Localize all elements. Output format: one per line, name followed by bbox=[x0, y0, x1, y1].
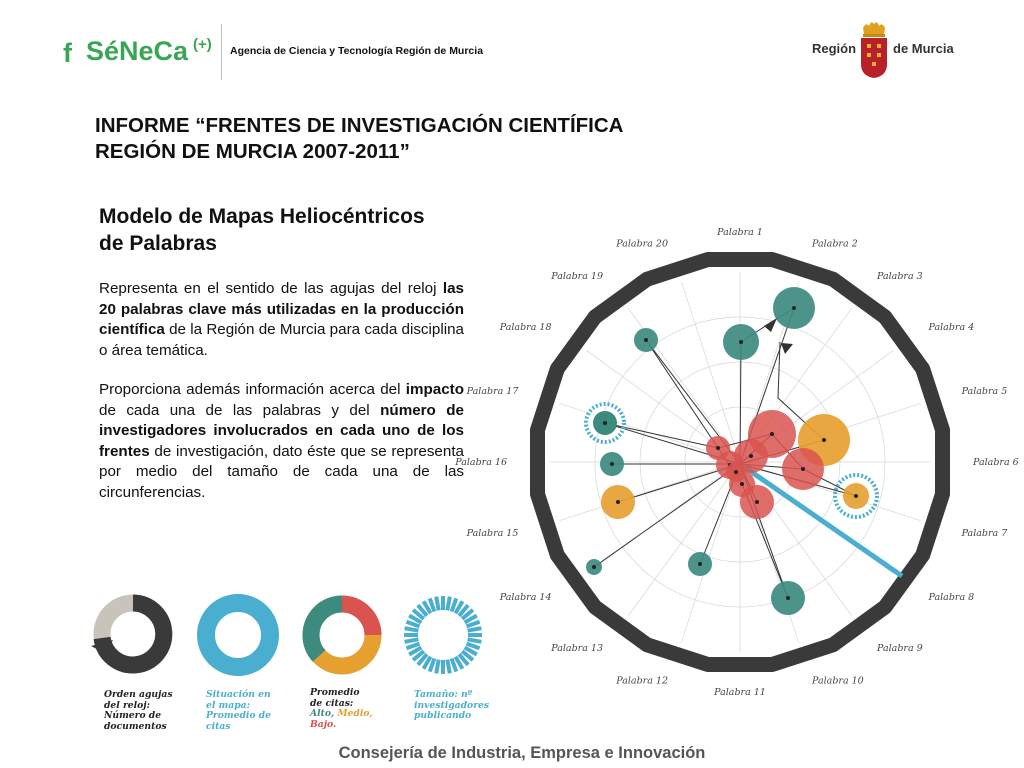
section-title-line-1: Modelo de Mapas Heliocéntricos bbox=[99, 205, 425, 228]
bubble-center bbox=[822, 438, 826, 442]
grid-spoke bbox=[681, 281, 740, 462]
paragraph1-bold-1: las 20 palabras clave más utilizadas en la producción científica bbox=[99, 280, 464, 339]
agency-name: Agencia de Ciencia y Tecnología Región de Murcia bbox=[230, 45, 484, 57]
size-tick bbox=[436, 660, 439, 674]
legend-graphics bbox=[88, 590, 498, 690]
arrow-head bbox=[781, 343, 793, 354]
bubble-center bbox=[739, 340, 743, 344]
word-label-4: Palabra 4 bbox=[928, 321, 975, 333]
word-label-7: Palabra 7 bbox=[961, 528, 1008, 540]
word-label-18: Palabra 18 bbox=[499, 321, 552, 333]
bubble-center bbox=[610, 462, 614, 466]
bubble-center bbox=[716, 446, 720, 450]
diagram-bubbles bbox=[586, 287, 877, 615]
size-tick bbox=[468, 639, 482, 642]
seneca-logo-name: SéNeCa bbox=[86, 36, 189, 66]
bubble-center bbox=[801, 467, 805, 471]
bubble-center bbox=[616, 500, 620, 504]
heliocentric-word-map bbox=[455, 227, 1019, 698]
paragraph2-text-3: de investigación, dato éste que se representa por medio del tamaño de cada una de las circunferencias. bbox=[99, 442, 464, 501]
legend-citations-label: Promedio de citas: Alto, Medio, Bajo. bbox=[310, 687, 373, 730]
paragraph2-bold-2: número de investigadores involucrados en cada uno de los frentes bbox=[99, 401, 464, 460]
word-label-13: Palabra 13 bbox=[551, 643, 603, 655]
word-label-15: Palabra 15 bbox=[466, 528, 519, 540]
legend-order-label: Orden agujas del reloj: Número de documentos bbox=[104, 689, 173, 732]
paragraph2-text-2: de cada una de las palabras y del bbox=[99, 401, 381, 419]
bubble-center bbox=[792, 306, 796, 310]
word-label-3: Palabra 3 bbox=[877, 270, 923, 282]
word-label-9: Palabra 9 bbox=[877, 643, 923, 655]
bubble-center bbox=[749, 454, 753, 458]
legend-situation-label: Situación en el mapa: Promedio de citas bbox=[206, 689, 271, 732]
legend-order-icon bbox=[91, 603, 164, 665]
paragraph1-text-1: Representa en el sentido de las agujas del reloj bbox=[99, 280, 443, 297]
report-title bbox=[95, 113, 735, 165]
section-title bbox=[99, 203, 479, 257]
word-label-2: Palabra 2 bbox=[812, 238, 858, 250]
size-tick bbox=[447, 597, 450, 611]
bubble-center bbox=[603, 421, 607, 425]
paragraph-impact bbox=[99, 380, 464, 504]
murcia-crest-icon bbox=[857, 20, 891, 80]
seneca-logo-plus: (+) bbox=[193, 36, 212, 53]
region-logo-text-right: de Murcia bbox=[893, 41, 954, 56]
word-label-6: Palabra 6 bbox=[973, 457, 1019, 468]
bubble-center bbox=[644, 338, 648, 342]
size-tick bbox=[405, 628, 419, 631]
legend-size-label: Tamaño: nº investigadores publicando bbox=[414, 689, 490, 721]
bubble-center bbox=[770, 432, 774, 436]
size-tick bbox=[447, 660, 450, 674]
word-label-1: Palabra 1 bbox=[717, 227, 763, 238]
grid-spoke bbox=[559, 462, 740, 521]
size-tick bbox=[405, 639, 419, 642]
seneca-logo-f: f bbox=[63, 38, 72, 68]
bubble-center bbox=[734, 470, 738, 474]
region-logo-text-left: Región bbox=[812, 41, 857, 56]
bubble-center bbox=[854, 494, 858, 498]
header-divider bbox=[221, 24, 222, 80]
bubble-center bbox=[698, 562, 702, 566]
bubble-center bbox=[592, 565, 596, 569]
grid-spoke bbox=[628, 462, 740, 616]
section-title-line-2: de Palabras bbox=[99, 232, 217, 255]
word-label-12: Palabra 12 bbox=[616, 675, 668, 687]
word-label-19: Palabra 19 bbox=[551, 270, 603, 282]
word-label-5: Palabra 5 bbox=[961, 385, 1008, 397]
word-label-20: Palabra 20 bbox=[616, 238, 668, 250]
word-label-8: Palabra 8 bbox=[928, 592, 975, 604]
word-label-14: Palabra 14 bbox=[499, 592, 552, 604]
paragraph2-bold-1: impacto bbox=[405, 381, 464, 398]
bubble-center bbox=[755, 500, 759, 504]
bubble-center bbox=[786, 596, 790, 600]
legend-situation-icon bbox=[206, 603, 270, 667]
word-label-10: Palabra 10 bbox=[812, 675, 864, 687]
size-tick bbox=[436, 597, 439, 611]
footer-ministry: Consejería de Industria, Empresa e Innovación bbox=[338, 744, 706, 762]
report-title-line-1: INFORME “FRENTES DE INVESTIGACIÓN CIENTÍFICA bbox=[95, 114, 624, 137]
paragraph-description bbox=[99, 279, 464, 361]
legend-citations-icon bbox=[311, 604, 373, 666]
report-title-line-2: REGIÓN DE MURCIA 2007-2011” bbox=[95, 140, 410, 163]
legend-size-icon bbox=[404, 596, 482, 674]
paragraph1-text-2: de la Región de Murcia para cada disciplina o área temática. bbox=[99, 321, 464, 359]
word-label-17: Palabra 17 bbox=[466, 385, 519, 397]
bubble-center bbox=[740, 482, 744, 486]
paragraph2-text-1: Proporciona además información acerca del bbox=[99, 381, 406, 398]
word-label-11: Palabra 11 bbox=[714, 687, 766, 698]
size-tick bbox=[468, 628, 482, 631]
word-label-16: Palabra 16 bbox=[455, 457, 507, 468]
